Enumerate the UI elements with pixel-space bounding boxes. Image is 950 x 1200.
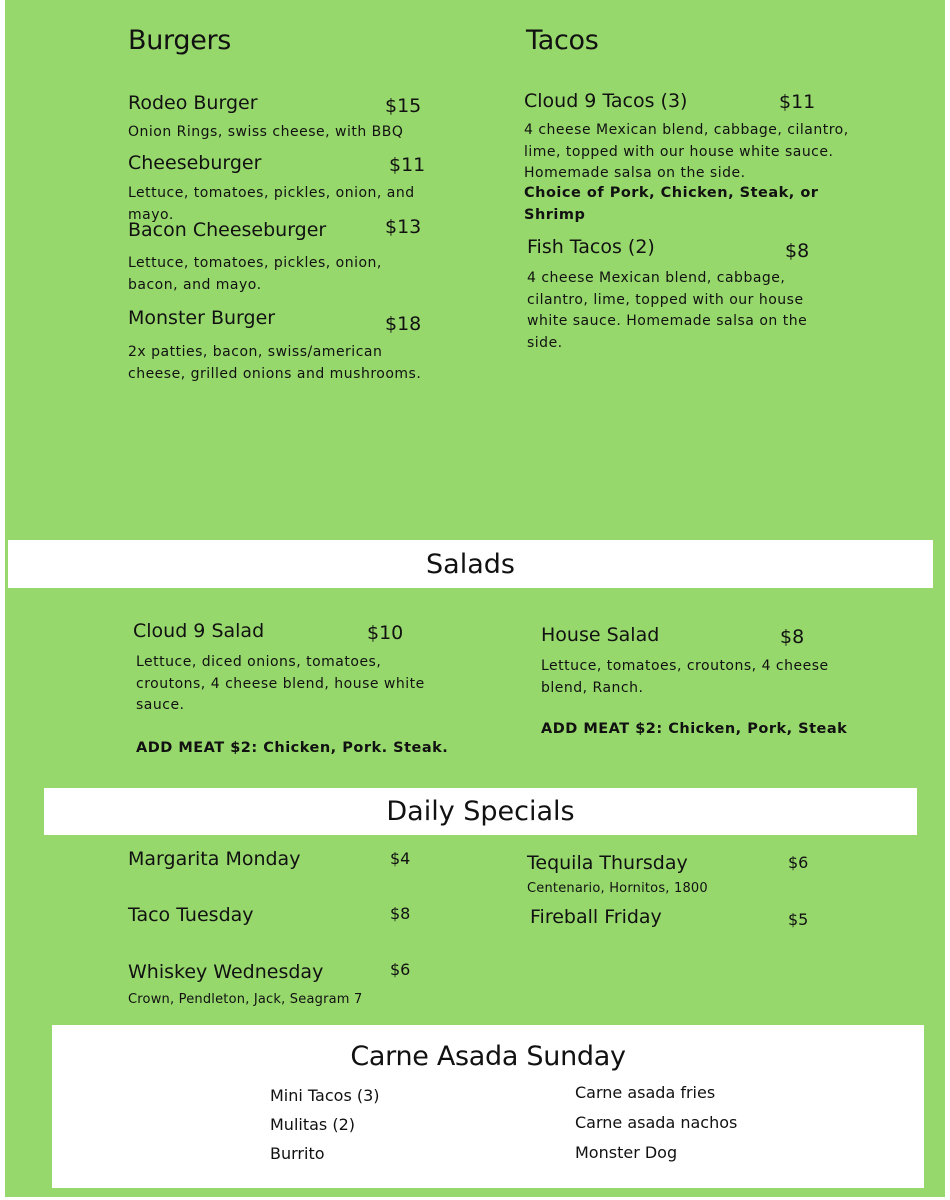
menu-item-price: $11 xyxy=(779,91,816,113)
menu-item-name: Cloud 9 Tacos (3) xyxy=(524,90,688,112)
burgers-title: Burgers xyxy=(128,25,232,56)
sunday-box xyxy=(52,1025,924,1188)
special-name: Taco Tuesday xyxy=(128,904,254,926)
sunday-item-right: Monster Dog xyxy=(575,1143,678,1162)
menu-page xyxy=(5,0,945,1197)
menu-item-name: Cheeseburger xyxy=(128,152,262,174)
specials-title: Daily Specials xyxy=(386,796,575,827)
special-name: Fireball Friday xyxy=(530,906,662,928)
menu-item-desc: Lettuce, tomatoes, pickles, onion, bacon, and mayo. xyxy=(128,255,382,293)
menu-item-name: Bacon Cheeseburger xyxy=(128,219,327,241)
menu-item-name: Rodeo Burger xyxy=(128,92,258,114)
menu-item-desc: 4 cheese Mexican blend, cabbage, cilantro, lime, topped with our house white sauce. Homemade salsa on the side. xyxy=(524,122,849,181)
special-price: $8 xyxy=(390,904,411,923)
menu-item-desc: Lettuce, tomatoes, pickles, onion, and mayo. xyxy=(128,185,415,223)
menu-item-note: ADD MEAT $2: Chicken, Pork. Steak. xyxy=(136,740,449,756)
sunday-item-right: Carne asada nachos xyxy=(575,1113,738,1132)
special-price: $6 xyxy=(390,960,411,979)
sunday-item-left: Mulitas (2) xyxy=(270,1115,355,1134)
menu-item-price: $10 xyxy=(367,622,404,644)
menu-item-name: Fish Tacos (2) xyxy=(527,236,655,258)
special-price: $6 xyxy=(788,853,809,872)
special-name: Margarita Monday xyxy=(128,848,301,870)
menu-item-price: $18 xyxy=(385,313,422,335)
special-desc: Centenario, Hornitos, 1800 xyxy=(527,881,708,896)
menu-item-name: Monster Burger xyxy=(128,307,276,329)
menu-item-price: $13 xyxy=(385,216,422,238)
menu-item-desc: Onion Rings, swiss cheese, with BBQ xyxy=(128,124,404,140)
sunday-title: Carne Asada Sunday xyxy=(350,1041,626,1072)
menu-item-price: $15 xyxy=(385,95,422,117)
special-desc: Crown, Pendleton, Jack, Seagram 7 xyxy=(128,992,363,1007)
menu-item-note: ADD MEAT $2: Chicken, Pork, Steak xyxy=(541,721,848,737)
tacos-title: Tacos xyxy=(526,25,599,56)
menu-item-price: $8 xyxy=(780,626,805,648)
sunday-item-left: Burrito xyxy=(270,1144,325,1163)
salads-header-band xyxy=(8,540,933,588)
specials-header-band xyxy=(44,788,917,835)
menu-item-price: $8 xyxy=(785,240,810,262)
menu-item-note: Choice of Pork, Chicken, Steak, or Shrimp xyxy=(524,185,819,223)
sunday-item-left: Mini Tacos (3) xyxy=(270,1086,380,1105)
menu-item-desc: 2x patties, bacon, swiss/american cheese, grilled onions and mushrooms. xyxy=(128,344,422,382)
sunday-item-right: Carne asada fries xyxy=(575,1083,716,1102)
menu-item-name: Cloud 9 Salad xyxy=(133,620,265,642)
special-price: $4 xyxy=(390,849,411,868)
menu-item-name: House Salad xyxy=(541,624,660,646)
menu-item-desc: Lettuce, diced onions, tomatoes, croutons, 4 cheese blend, house white sauce. xyxy=(136,654,425,713)
menu-item-price: $11 xyxy=(389,154,426,176)
special-price: $5 xyxy=(788,910,809,929)
salads-title: Salads xyxy=(426,548,515,580)
special-name: Whiskey Wednesday xyxy=(128,961,324,983)
menu-item-desc: 4 cheese Mexican blend, cabbage, cilantro, lime, topped with our house white sauce. Homemade salsa on the side. xyxy=(527,270,808,351)
menu-item-desc: Lettuce, tomatoes, croutons, 4 cheese blend, Ranch. xyxy=(541,658,829,696)
special-name: Tequila Thursday xyxy=(527,852,688,874)
